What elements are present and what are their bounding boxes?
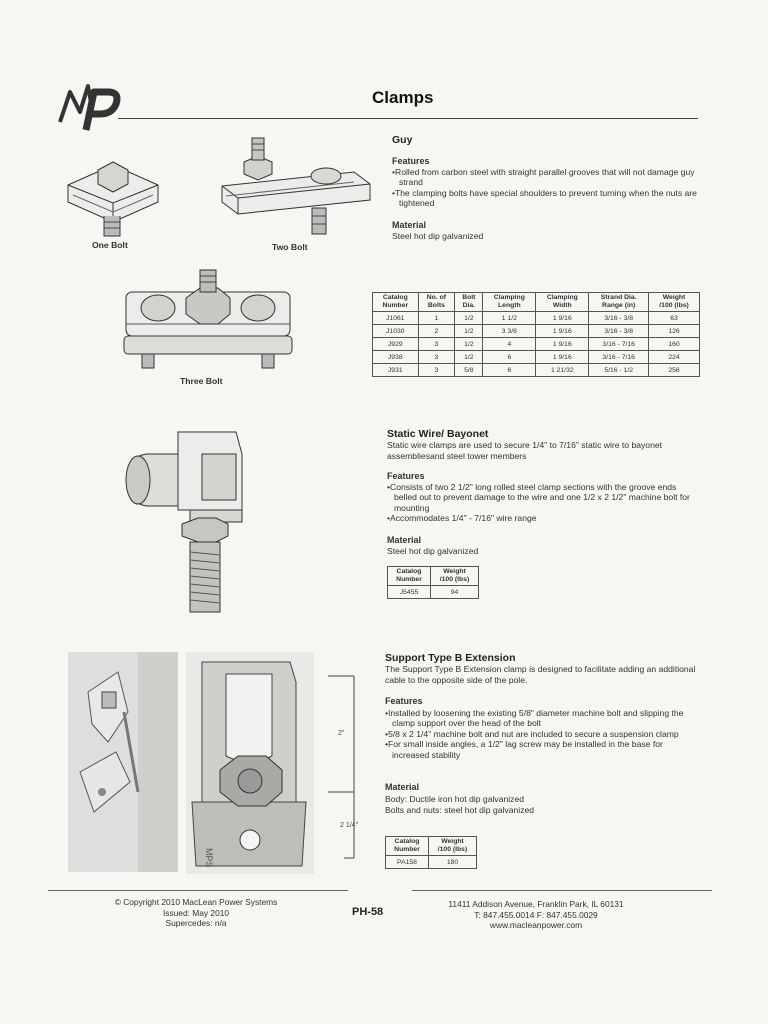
footer-rule-right [412, 890, 712, 891]
footer-right-block [426, 899, 646, 931]
cell: 5/8 [455, 364, 483, 377]
table-row [386, 856, 477, 869]
guy-features-list [392, 167, 702, 209]
phone-fax-text: T: 847.455.0014 F: 847.455.0029 [474, 909, 598, 920]
cell: 1 21/32 [536, 364, 589, 377]
guy-spec-table [372, 292, 700, 377]
support-b-installed-photo [68, 652, 178, 872]
cell: 3/16 - 3/8 [589, 325, 649, 338]
guy-material-text: Steel hot dip galvanized [392, 231, 484, 241]
one-bolt-clamp-image [58, 140, 168, 240]
table-row [388, 586, 479, 599]
issued-text: Issued: May 2010 [162, 907, 230, 918]
support-b-installed-drawing [68, 652, 178, 872]
cell: 1 9/16 [536, 312, 589, 325]
cell: 1 9/16 [536, 338, 589, 351]
support-b-material-body: Body: Ductile iron hot dip galvanized [385, 794, 525, 804]
cell: 1 1/2 [483, 312, 536, 325]
col-header-bolt-dia: Bolt Dia. [455, 293, 483, 312]
page-title: Clamps [372, 88, 434, 107]
cell: 6 [483, 364, 536, 377]
support-b-material-bolts: Bolts and nuts: steel hot dip galvanized [385, 805, 535, 815]
support-b-material-heading: Material [385, 782, 420, 792]
svg-text:MPS: MPS [204, 848, 214, 868]
static-wire-material-heading: Material [387, 535, 422, 545]
cell: J1061 [373, 312, 419, 325]
footer-left-block [96, 897, 296, 929]
table-header-row [373, 293, 700, 312]
table-header-row [388, 567, 479, 586]
guy-features-heading: Features [392, 156, 430, 166]
supercedes-text: Supercedes: n/a [165, 918, 227, 928]
table-row [373, 364, 700, 377]
static-wire-feature-item: • Consists of two 2 1/2" long rolled steel clamp sections with the groove ends belled out to prevent damage to the wire and one 1/2 x 2 1/2" machine bolt for mounting [387, 482, 699, 513]
col-header-strand-range: Strand Dia. Range (in) [589, 293, 649, 312]
static-wire-feature-item: • Accommodates 1/4" - 7/16" wire range [387, 513, 699, 523]
support-b-feature-item: • For small inside angles, a 1/2" lag screw may be installed in the base for increased stability [385, 739, 697, 760]
cell: 3 [418, 338, 455, 351]
col-header-weight: Weight /100 (lbs) [429, 837, 477, 856]
col-header-clamp-width: Clamping Width [536, 293, 589, 312]
static-wire-description: Static wire clamps are used to secure 1/4" to 7/16" static wire to bayonet assembliesand steel tower members [387, 440, 663, 461]
cell: 2 [418, 325, 455, 338]
cell: 1 9/16 [536, 351, 589, 364]
cell: 3/16 - 7/16 [589, 351, 649, 364]
table-row [373, 351, 700, 364]
support-b-spec-table [385, 836, 477, 869]
cell: 3 3/8 [483, 325, 536, 338]
footer-rule-left [48, 890, 348, 891]
one-bolt-caption: One Bolt [92, 240, 128, 250]
table-row [373, 338, 700, 351]
dimension-label-bottom: 2 1/4" [340, 822, 359, 829]
table-header-row [386, 837, 477, 856]
cell: 3/16 - 3/8 [589, 312, 649, 325]
three-bolt-clamp-image [120, 268, 296, 374]
support-b-features-list [385, 708, 697, 760]
col-header-catalog: Catalog Number [386, 837, 429, 856]
table-row [373, 325, 700, 338]
support-b-section-title: Support Type B Extension [385, 652, 516, 664]
address-text: 11411 Addison Avenue, Franklin Park, IL 60131 [448, 899, 624, 909]
col-header-weight: Weight /100 (lbs) [431, 567, 479, 586]
cell: 1 [418, 312, 455, 325]
copyright-text: © Copyright 2010 MacLean Power Systems [114, 897, 278, 907]
cell: 4 [483, 338, 536, 351]
guy-section-title: Guy [392, 134, 413, 146]
header-rule [118, 118, 698, 119]
dimension-lines [318, 672, 360, 864]
three-bolt-caption: Three Bolt [180, 376, 223, 386]
two-bolt-clamp-image [214, 134, 374, 242]
company-logo [56, 78, 124, 132]
cell: J929 [373, 338, 419, 351]
cell: 5/16 - 1/2 [589, 364, 649, 377]
website-link[interactable]: www.macleanpower.com [489, 920, 583, 930]
col-header-bolts: No. of Bolts [418, 293, 455, 312]
cell: J931 [373, 364, 419, 377]
guy-feature-item: • The clamping bolts have special shoulders to prevent turning when the nuts are tightened [392, 188, 702, 209]
cell: 94 [431, 586, 479, 599]
guy-feature-item: • Rolled from carbon steel with straight parallel grooves that will not damage guy strand [392, 167, 702, 188]
cell: 1/2 [455, 312, 483, 325]
table-row [373, 312, 700, 325]
static-wire-clamp-image [116, 424, 256, 620]
dimension-label-top: 2" [338, 730, 345, 737]
cell: 6 [483, 351, 536, 364]
col-header-clamp-length: Clamping Length [483, 293, 536, 312]
cell: 160 [649, 338, 700, 351]
col-header-catalog: Catalog Number [388, 567, 431, 586]
page-number: PH-58 [352, 906, 384, 918]
cell: 1/2 [455, 351, 483, 364]
cell: J938 [373, 351, 419, 364]
cell: 63 [649, 312, 700, 325]
cell: 3/16 - 7/16 [589, 338, 649, 351]
static-wire-features-heading: Features [387, 471, 425, 481]
support-b-clamp-photo [186, 652, 314, 874]
support-b-feature-item: • 5/8 x 2 1/4" machine bolt and nut are included to secure a suspension clamp [385, 729, 697, 739]
cell: PA158 [386, 856, 429, 869]
guy-material-heading: Material [392, 220, 427, 230]
cell: 180 [429, 856, 477, 869]
two-bolt-caption: Two Bolt [272, 242, 308, 252]
support-b-clamp-drawing [186, 652, 314, 874]
cell: 126 [649, 325, 700, 338]
support-b-features-heading: Features [385, 696, 423, 706]
cell: J1030 [373, 325, 419, 338]
support-b-description: The Support Type B Extension clamp is designed to facilitate adding an additional cable to the opposite side of the pole. [385, 664, 696, 685]
col-header-catalog: Catalog Number [373, 293, 419, 312]
cell: 256 [649, 364, 700, 377]
cell: 1/2 [455, 338, 483, 351]
static-wire-section-title: Static Wire/ Bayonet [387, 428, 489, 440]
cell: 3 [418, 364, 455, 377]
static-wire-material-text: Steel hot dip galvanized [387, 546, 479, 556]
cell: 1 9/16 [536, 325, 589, 338]
support-b-feature-item: • Installed by loosening the existing 5/8" diameter machine bolt and slipping the clamp support over the head of the bolt [385, 708, 697, 729]
static-wire-spec-table [387, 566, 479, 599]
cell: 1/2 [455, 325, 483, 338]
cell: J5455 [388, 586, 431, 599]
col-header-weight: Weight /100 (lbs) [649, 293, 700, 312]
cell: 224 [649, 351, 700, 364]
static-wire-features-list [387, 482, 699, 524]
cell: 3 [418, 351, 455, 364]
